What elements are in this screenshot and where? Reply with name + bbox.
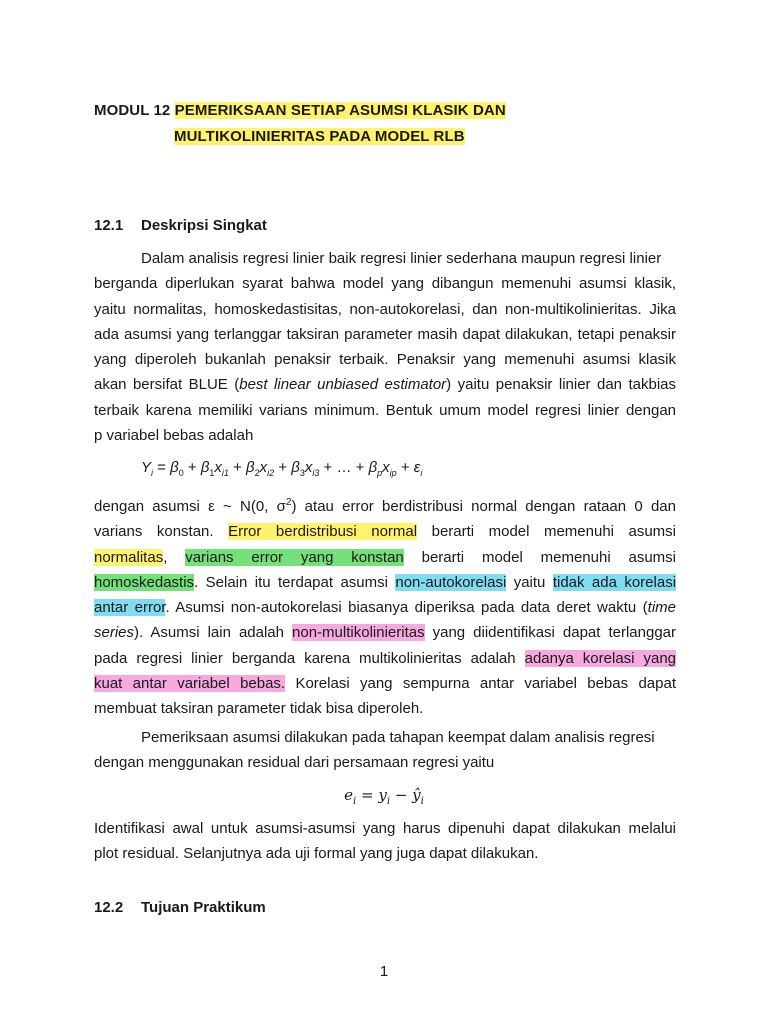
eq-sym: e [344,786,354,804]
section-heading-12-1 [94,217,267,234]
text: ). Asumsi lain adalah [134,624,284,642]
residual-equation [0,786,768,807]
regression-model-equation [141,459,422,478]
eq-sym: β [200,459,210,476]
eq-op: + [183,459,201,476]
eq-sym: x [382,459,390,476]
section-number: 12.2 [94,899,124,916]
eq-sym: ε [413,459,421,476]
highlight-pink: non-multikolinieritas [292,624,425,642]
paragraph-identification [94,816,676,867]
eq-sub: i [420,468,423,478]
eq-sym: β [368,459,378,476]
text-line [94,595,676,620]
text-italic: best linear unbiased estimator [239,376,447,394]
module-prefix: MODUL 12 [94,102,171,119]
text-line [94,646,676,671]
eq-sym: y [378,786,387,804]
text: Pemeriksaan asumsi dilakukan pada tahapan keempat dalam analisis regresi [141,729,655,746]
eq-sym: x [214,459,222,476]
section-heading-12-2 [94,899,266,916]
text-line [94,725,676,750]
eq-sym: x [259,459,268,476]
eq-sub: i1 [221,468,229,478]
text: varians konstan. [94,523,214,541]
text-line [94,490,676,519]
text-line [94,372,676,397]
eq-sym: β [291,459,300,476]
text-line: yang diperoleh bukanlah penaksir terbaik. Penaksir yang memenuhi asumsi klasik [94,351,676,369]
eq-sym: ŷ [412,786,421,804]
eq-sub: 3 [299,468,305,478]
text: yang diidentifikasi dapat terlanggar [432,624,677,642]
text-sup: 2 [285,497,292,508]
text-line [94,620,676,645]
module-title-highlight-1: PEMERIKSAAN SETIAP ASUMSI KLASIK DAN [174,102,506,119]
highlight-cyan: antar error [94,599,166,617]
eq-op: = [153,459,171,476]
module-title-line-2 [174,128,465,145]
text: ) atau error berdistribusi normal dengan rataan 0 dan [291,498,676,515]
text-line: ada asumsi yang terlanggar taksiran parameter masih dapat dilakukan, tetapi penaksir [94,325,676,343]
text-line: yaitu normalitas, homoskedastisitas, non-autokorelasi, dan non-multikolinieritas. Jika [94,300,676,318]
text-line [94,519,676,544]
paragraph-intro [94,246,676,448]
section-title: Deskripsi Singkat [141,217,267,234]
highlight-pink: adanya korelasi yang [524,649,676,667]
eq-sub: 0 [178,468,184,478]
text: akan bersifat BLUE ( [94,376,240,394]
text: yaitu [513,573,546,591]
eq-op: + … + [319,459,369,476]
eq-sym: β [170,459,179,476]
eq-op: + [274,459,292,476]
eq-sub: p [377,468,383,478]
text: Korelasi yang sempurna antar variabel bebas dapat [295,675,676,693]
highlight-yellow: Error berdistribusi normal [228,523,418,541]
eq-sub: i [353,796,357,807]
module-title-highlight-2: MULTIKOLINIERITAS PADA MODEL RLB [174,128,465,145]
text-italic: series [94,624,135,642]
module-title-line-1 [94,102,506,119]
text-line: terbaik karena memiliki varians minimum. Bentuk umum model regresi linier dengan [94,401,676,419]
highlight-green: homoskedastis [94,573,195,591]
highlight-yellow: normalitas [94,548,164,566]
text-line: Identifikasi awal untuk asumsi-asumsi yang harus dipenuhi dapat dilakukan melalui [94,820,676,837]
eq-sub: ip [389,468,397,478]
text-line: dengan menggunakan residual dari persamaan regresi yaitu [94,754,495,772]
highlight-cyan: non-autokorelasi [395,573,507,591]
text: dengan asumsi ε ~ N(0, σ [94,498,286,515]
text: . Selain itu terdapat asumsi [194,573,388,591]
section-number: 12.1 [94,217,124,234]
eq-sub: i [420,796,424,807]
paragraph-residual [94,725,676,776]
text-line: membuat taksiran parameter tidak bisa diperoleh. [94,700,424,718]
text-line [94,246,676,271]
text-line: berganda diperlukan syarat bahwa model yang dibangun memenuhi asumsi klasik, [94,275,676,293]
eq-sub: i [386,796,391,807]
text-line [94,545,676,570]
text: ) yaitu penaksir linier dan takbias [446,376,676,394]
eq-op: = [356,786,379,804]
text-line: plot residual. Selanjutnya ada uji formal yang juga dapat dilakukan. [94,845,539,863]
highlight-green: varians error yang konstan [185,548,404,566]
eq-sym: Y [141,459,152,476]
eq-op: − [390,786,413,804]
paragraph-assumptions [94,490,676,722]
text-italic: time [647,599,676,617]
text-line [94,570,676,595]
text: Dalam analisis regresi linier baik regresi linier sederhana maupun regresi linier [141,250,662,267]
text: berarti model memenuhi asumsi [431,523,677,541]
eq-sub: 1 [209,468,215,478]
text: pada regresi linier berganda karena multikolinieritas adalah [94,649,516,667]
eq-op: + [228,459,247,476]
text: . Asumsi non-autokorelasi biasanya diperiksa pada data deret waktu ( [165,599,648,617]
eq-sym: β [246,459,255,476]
eq-sym: x [304,459,313,476]
eq-op: + [396,459,414,476]
text: berarti model memenuhi asumsi [421,548,677,566]
eq-sub: 2 [254,468,260,478]
highlight-cyan: tidak ada korelasi [552,573,677,591]
text-line: p variabel bebas adalah [94,427,254,445]
page-number: 1 [379,963,389,980]
eq-sub: i3 [312,468,320,478]
section-title: Tujuan Praktikum [141,899,266,916]
text-line [94,671,676,696]
text: , [163,548,168,566]
eq-sub: i2 [267,468,275,478]
highlight-pink: kuat antar variabel bebas. [94,675,286,693]
eq-sub: i [151,468,154,478]
